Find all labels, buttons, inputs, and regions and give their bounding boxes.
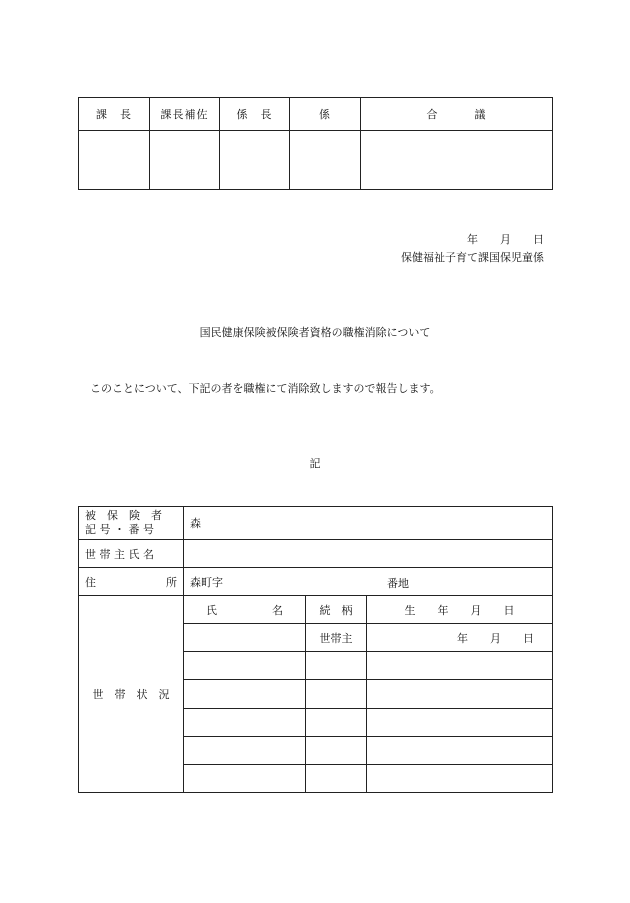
document-title: 国民健康保険被保険者資格の職権消除について bbox=[199, 326, 431, 339]
col-header-relation: 続 柄 bbox=[306, 596, 367, 624]
address-label-sho: 所 bbox=[166, 575, 177, 589]
body-text: このことについて、下記の者を職権にて消除致しますので報告します。 bbox=[90, 382, 441, 395]
address-label-cell bbox=[79, 568, 184, 596]
member-birth-cell[interactable]: 年 月 日 bbox=[367, 624, 553, 652]
member-relation-cell[interactable] bbox=[306, 737, 367, 765]
department-name: 保健福祉子育て課国保児童係 bbox=[401, 251, 544, 264]
member-relation-cell[interactable] bbox=[306, 765, 367, 793]
ki-heading: 記 bbox=[309, 457, 321, 470]
stamp-box-kacho-hosa[interactable] bbox=[150, 131, 220, 190]
member-birth-cell[interactable] bbox=[367, 737, 553, 765]
member-name-cell[interactable] bbox=[184, 680, 306, 709]
insured-value-cell[interactable] bbox=[184, 507, 553, 540]
member-relation-cell[interactable]: 世帯主 bbox=[306, 624, 367, 652]
member-birth-cell[interactable] bbox=[367, 765, 553, 793]
stamp-header-kacho-hosa: 課長補佐 bbox=[150, 98, 220, 131]
member-birth-cell[interactable] bbox=[367, 709, 553, 737]
symbol-number-label: 記 号 ・ 番 号 bbox=[85, 523, 154, 536]
col-header-name: 氏 名 bbox=[184, 596, 306, 624]
address-town: 森町字 bbox=[190, 575, 223, 589]
subject-form-table bbox=[78, 506, 553, 793]
householder-name-label: 世 帯 主 氏 名 bbox=[79, 540, 184, 568]
member-name-cell[interactable] bbox=[184, 652, 306, 680]
stamp-header-kakaricho: 係 長 bbox=[220, 98, 290, 131]
stamp-box-gogi[interactable] bbox=[361, 131, 553, 190]
stamp-box-kakaricho[interactable] bbox=[220, 131, 290, 190]
address-label-ju: 住 bbox=[85, 575, 96, 589]
household-status-label: 世 帯 状 況 bbox=[79, 596, 184, 793]
stamp-header-gogi: 合 議 bbox=[361, 98, 553, 131]
date-line: 年 月 日 bbox=[467, 233, 544, 246]
stamp-header-kacho: 課 長 bbox=[79, 98, 150, 131]
member-birth-cell[interactable] bbox=[367, 680, 553, 709]
stamp-box-kakari[interactable] bbox=[290, 131, 361, 190]
member-birth-cell[interactable] bbox=[367, 652, 553, 680]
approval-stamp-table bbox=[78, 97, 553, 190]
address-value-cell[interactable] bbox=[184, 568, 553, 596]
member-name-cell[interactable] bbox=[184, 737, 306, 765]
stamp-box-kacho[interactable] bbox=[79, 131, 150, 190]
insured-label-cell bbox=[79, 507, 184, 540]
address-banchi: 番地 bbox=[387, 577, 409, 590]
member-name-cell[interactable] bbox=[184, 709, 306, 737]
insured-label: 被 保 険 者 bbox=[85, 509, 162, 522]
insured-value: 森 bbox=[190, 517, 201, 530]
member-relation-cell[interactable] bbox=[306, 680, 367, 709]
householder-name-cell[interactable] bbox=[184, 540, 553, 568]
member-name-cell[interactable] bbox=[184, 624, 306, 652]
member-relation-cell[interactable] bbox=[306, 709, 367, 737]
stamp-header-kakari: 係 bbox=[290, 98, 361, 131]
member-name-cell[interactable] bbox=[184, 765, 306, 793]
col-header-birth: 生 年 月 日 bbox=[367, 596, 553, 624]
member-relation-cell[interactable] bbox=[306, 652, 367, 680]
